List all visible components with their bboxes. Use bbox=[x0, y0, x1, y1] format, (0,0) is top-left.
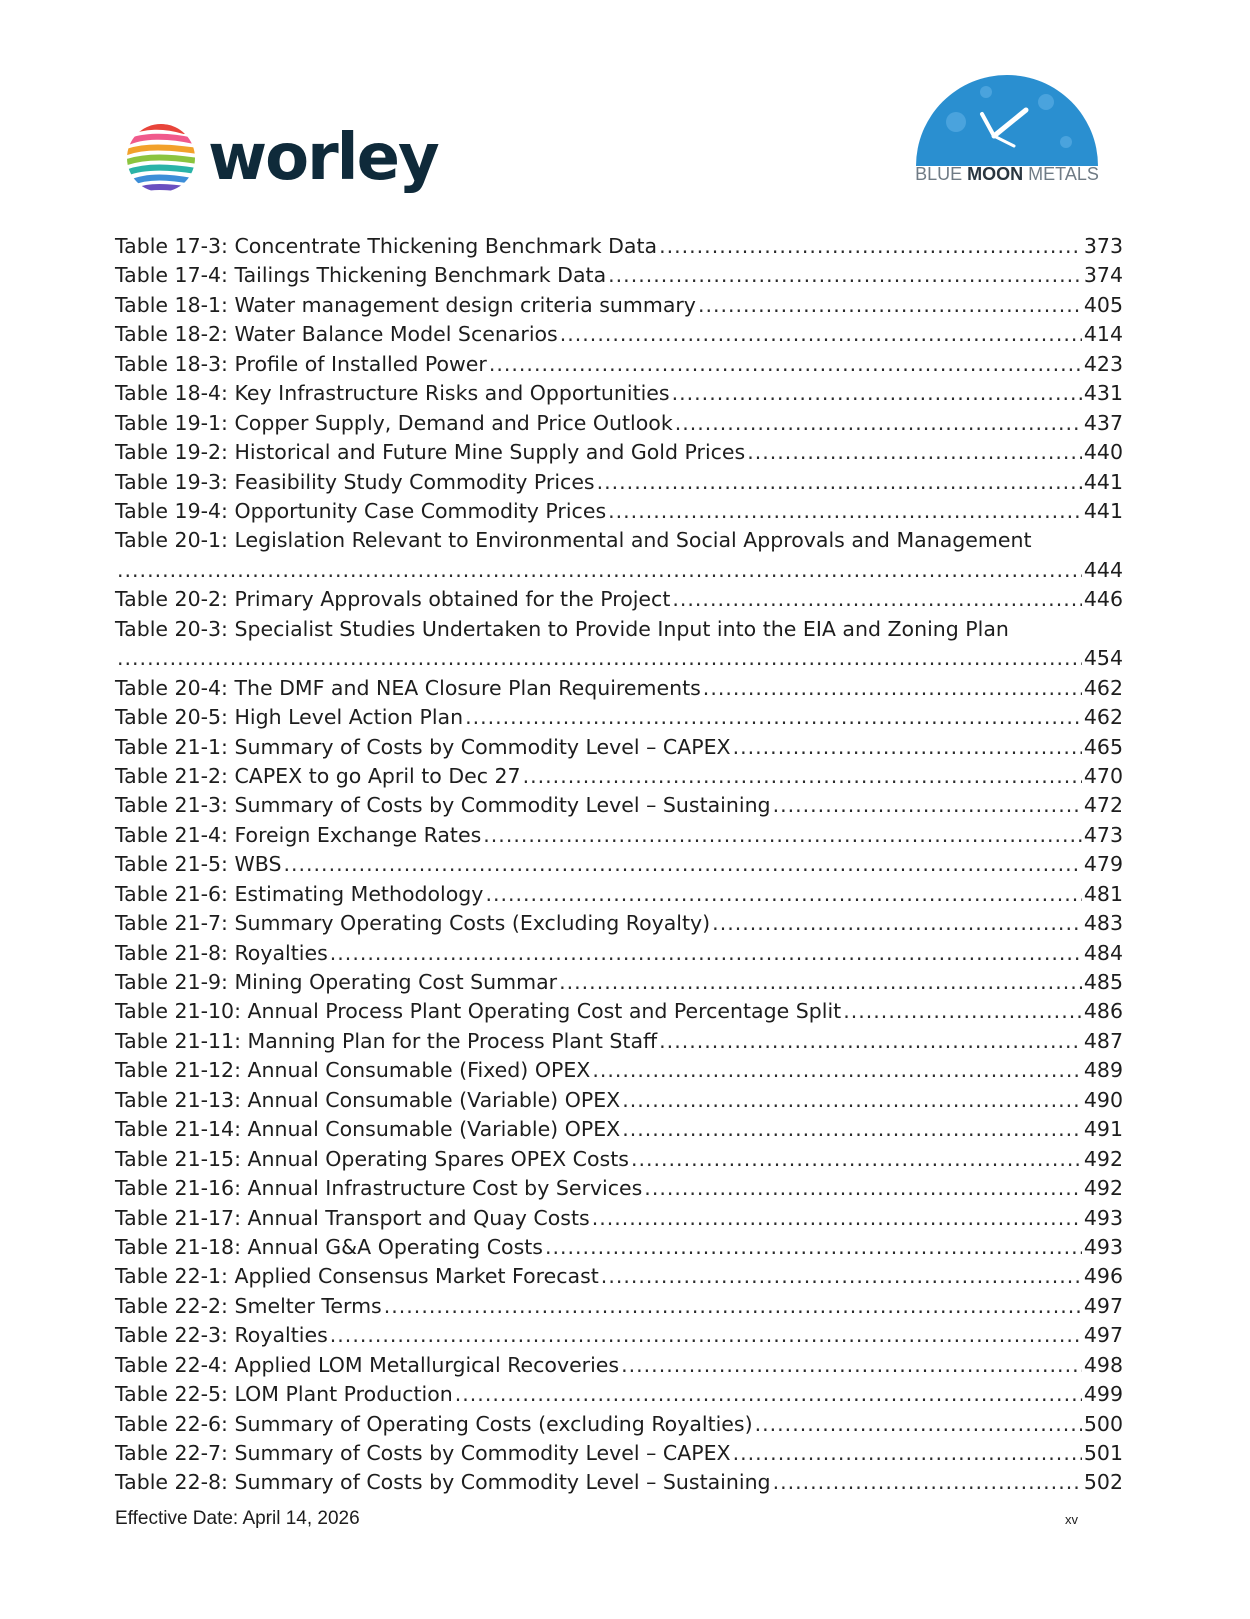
toc-entry-page: 423 bbox=[1083, 351, 1123, 376]
toc-entry-label: Table 21-15: Annual Operating Spares OPEX Costs bbox=[115, 1146, 629, 1171]
toc-entry-page: 486 bbox=[1083, 999, 1123, 1024]
toc-entry-page: 492 bbox=[1083, 1176, 1123, 1201]
toc-entry-label: Table 21-3: Summary of Costs by Commodity Level – Sustaining bbox=[115, 793, 771, 818]
toc-entry-page: 440 bbox=[1083, 440, 1123, 465]
toc-entry-page: 481 bbox=[1083, 881, 1123, 906]
toc-entry-label: Table 22-6: Summary of Operating Costs (excluding Royalties) bbox=[115, 1411, 753, 1436]
toc-entry-label: Table 21-10: Annual Process Plant Operating Cost and Percentage Split bbox=[115, 999, 842, 1024]
list-of-tables bbox=[115, 232, 1123, 1498]
toc-entry-page: 472 bbox=[1083, 793, 1123, 818]
toc-entry-page: 473 bbox=[1083, 822, 1123, 847]
toc-entry-page: 492 bbox=[1083, 1146, 1123, 1171]
toc-entry[interactable] bbox=[115, 674, 1123, 703]
toc-entry-page: 487 bbox=[1083, 1028, 1123, 1053]
toc-entry[interactable] bbox=[115, 232, 1123, 261]
toc-entry-leader-dots bbox=[672, 585, 1082, 614]
toc-entry[interactable] bbox=[115, 438, 1123, 467]
toc-entry-label: Table 21-14: Annual Consumable (Variable) OPEX bbox=[115, 1117, 621, 1142]
toc-entry-leader-dots bbox=[747, 438, 1082, 467]
toc-entry-page: 437 bbox=[1083, 410, 1123, 435]
toc-entry-leader-dots bbox=[755, 1410, 1082, 1439]
toc-entry-page: 446 bbox=[1083, 587, 1123, 612]
toc-entry[interactable] bbox=[115, 379, 1123, 408]
toc-entry-label: Table 22-2: Smelter Terms bbox=[115, 1293, 382, 1318]
toc-entry-leader-dots bbox=[608, 261, 1082, 290]
toc-entry-label: Table 21-17: Annual Transport and Quay Costs bbox=[115, 1205, 590, 1230]
toc-entry-page: 374 bbox=[1083, 263, 1123, 288]
toc-entry-label: Table 18-4: Key Infrastructure Risks and Opportunities bbox=[115, 381, 670, 406]
toc-entry-page: 484 bbox=[1083, 940, 1123, 965]
toc-entry-label: Table 21-11: Manning Plan for the Process Plant Staff bbox=[115, 1028, 658, 1053]
toc-entry[interactable] bbox=[115, 526, 1123, 585]
toc-entry-leader-dots bbox=[330, 939, 1082, 968]
toc-entry-leader-dots bbox=[384, 1292, 1082, 1321]
toc-entry-page: 491 bbox=[1083, 1117, 1123, 1142]
toc-entry-label: Table 22-5: LOM Plant Production bbox=[115, 1382, 453, 1407]
toc-entry-page: 441 bbox=[1083, 469, 1123, 494]
toc-entry-page: 485 bbox=[1083, 970, 1123, 994]
toc-entry[interactable] bbox=[115, 703, 1123, 732]
toc-entry-page: 373 bbox=[1083, 234, 1123, 258]
worley-wordmark: worley bbox=[208, 121, 438, 195]
toc-entry-leader-dots bbox=[733, 1439, 1082, 1468]
toc-entry-label: Table 17-3: Concentrate Thickening Benchmark Data bbox=[115, 234, 658, 258]
toc-entry-leader-dots bbox=[698, 291, 1082, 320]
toc-entry-label: Table 21-12: Annual Consumable (Fixed) OPEX bbox=[115, 1058, 591, 1083]
toc-entry-page: 497 bbox=[1083, 1323, 1123, 1348]
toc-entry-label: Table 19-1: Copper Supply, Demand and Price Outlook bbox=[115, 410, 673, 435]
toc-entry-leader-dots bbox=[644, 1174, 1082, 1203]
toc-entry-leader-dots bbox=[560, 320, 1082, 349]
toc-entry[interactable] bbox=[115, 468, 1123, 497]
toc-entry-leader-dots bbox=[117, 644, 1082, 673]
toc-entry-label: Table 19-2: Historical and Future Mine Supply and Gold Prices bbox=[115, 440, 746, 465]
toc-entry-page: 490 bbox=[1083, 1087, 1123, 1112]
toc-entry-label: Table 21-16: Annual Infrastructure Cost by Services bbox=[115, 1176, 643, 1201]
toc-entry-leader-dots bbox=[523, 762, 1082, 791]
toc-entry-label: Table 21-7: Summary Operating Costs (Excluding Royalty) bbox=[115, 911, 711, 936]
toc-entry-leader-dots bbox=[712, 909, 1082, 938]
toc-entry-leader-dots bbox=[117, 556, 1082, 585]
toc-entry-label: Table 19-4: Opportunity Case Commodity Prices bbox=[115, 498, 607, 523]
blue-moon-metals-logo bbox=[908, 62, 1106, 192]
toc-entry[interactable] bbox=[115, 880, 1123, 909]
toc-entry-leader-dots bbox=[283, 850, 1081, 879]
toc-entry-leader-dots bbox=[330, 1321, 1082, 1350]
toc-entry-leader-dots bbox=[592, 1056, 1082, 1085]
toc-entry[interactable] bbox=[115, 1145, 1123, 1174]
toc-entry[interactable] bbox=[115, 1086, 1123, 1115]
toc-entry-leader-dots bbox=[733, 733, 1082, 762]
toc-entry[interactable] bbox=[115, 261, 1123, 290]
toc-entry[interactable] bbox=[115, 409, 1123, 438]
toc-entry-page: 496 bbox=[1083, 1264, 1123, 1289]
toc-entry-label: Table 18-2: Water Balance Model Scenarios bbox=[115, 322, 558, 347]
toc-entry-page: 405 bbox=[1083, 292, 1123, 317]
toc-entry-leader-dots bbox=[455, 1380, 1082, 1409]
toc-entry-page: 431 bbox=[1083, 381, 1123, 406]
toc-entry[interactable] bbox=[115, 1292, 1123, 1321]
toc-entry-leader-dots bbox=[659, 1027, 1082, 1056]
toc-entry-leader-dots bbox=[545, 1233, 1082, 1262]
toc-entry-leader-dots bbox=[592, 1204, 1082, 1233]
toc-entry-leader-dots bbox=[773, 1468, 1082, 1497]
toc-entry[interactable] bbox=[115, 821, 1123, 850]
toc-entry-page: 462 bbox=[1083, 675, 1123, 700]
toc-entry-page: 441 bbox=[1083, 498, 1123, 523]
toc-entry-label: Table 22-3: Royalties bbox=[115, 1323, 328, 1348]
toc-entry-page: 444 bbox=[1083, 557, 1123, 582]
toc-entry-leader-dots bbox=[622, 1115, 1082, 1144]
toc-entry-leader-dots bbox=[773, 791, 1082, 820]
toc-entry[interactable] bbox=[115, 585, 1123, 614]
effective-date: Effective Date: April 14, 2026 bbox=[115, 1508, 360, 1529]
toc-entry-page: 493 bbox=[1083, 1234, 1123, 1259]
toc-entry[interactable] bbox=[115, 1056, 1123, 1085]
toc-entry-label: Table 21-4: Foreign Exchange Rates bbox=[115, 822, 482, 847]
toc-entry-label: Table 20-3: Specialist Studies Undertaken to Provide Input into the EIA and Zoning Plan bbox=[115, 616, 1009, 641]
toc-entry[interactable] bbox=[115, 1204, 1123, 1233]
toc-entry-page: 470 bbox=[1083, 763, 1123, 788]
toc-entry-leader-dots bbox=[559, 968, 1082, 997]
toc-entry[interactable] bbox=[115, 1468, 1123, 1497]
toc-entry-leader-dots bbox=[483, 821, 1082, 850]
page-number: xv bbox=[1065, 1512, 1078, 1527]
toc-entry[interactable] bbox=[115, 850, 1123, 879]
toc-entry-label: Table 19-3: Feasibility Study Commodity Prices bbox=[115, 469, 595, 494]
toc-entry[interactable] bbox=[115, 909, 1123, 938]
toc-entry[interactable] bbox=[115, 1174, 1123, 1203]
toc-entry[interactable] bbox=[115, 1027, 1123, 1056]
toc-entry-page: 479 bbox=[1083, 852, 1123, 877]
toc-entry-page: 501 bbox=[1083, 1441, 1123, 1465]
toc-entry-leader-dots bbox=[703, 674, 1082, 703]
toc-entry[interactable] bbox=[115, 1233, 1123, 1262]
toc-entry[interactable] bbox=[115, 497, 1123, 526]
toc-entry-label: Table 21-2: CAPEX to go April to Dec 27 bbox=[115, 763, 521, 788]
toc-entry[interactable] bbox=[115, 1115, 1123, 1144]
toc-entry-label: Table 22-4: Applied LOM Metallurgical Recoveries bbox=[115, 1352, 620, 1377]
toc-entry-leader-dots bbox=[675, 409, 1082, 438]
toc-entry-label: Table 20-5: High Level Action Plan bbox=[115, 705, 464, 730]
toc-entry-page: 502 bbox=[1083, 1470, 1123, 1495]
toc-entry-page: 483 bbox=[1083, 911, 1123, 936]
toc-entry-label: Table 21-5: WBS bbox=[115, 852, 282, 877]
toc-entry[interactable] bbox=[115, 615, 1123, 674]
toc-entry-label: Table 20-4: The DMF and NEA Closure Plan Requirements bbox=[115, 675, 701, 700]
toc-entry[interactable] bbox=[115, 1380, 1123, 1409]
toc-entry[interactable] bbox=[115, 1262, 1123, 1291]
toc-entry-leader-dots bbox=[465, 703, 1082, 732]
toc-entry[interactable] bbox=[115, 1351, 1123, 1380]
toc-entry-label: Table 20-2: Primary Approvals obtained for the Project bbox=[115, 587, 671, 612]
worley-swirl-icon bbox=[124, 121, 198, 195]
toc-entry-leader-dots bbox=[608, 497, 1082, 526]
toc-entry-leader-dots bbox=[601, 1262, 1082, 1291]
toc-entry-label: Table 21-13: Annual Consumable (Variable) OPEX bbox=[115, 1087, 621, 1112]
toc-entry-label: Table 21-6: Estimating Methodology bbox=[115, 881, 484, 906]
page-header bbox=[0, 0, 1250, 230]
toc-entry-leader-dots bbox=[621, 1351, 1082, 1380]
toc-entry-page: 500 bbox=[1083, 1411, 1123, 1436]
toc-entry-leader-dots bbox=[659, 232, 1082, 261]
toc-entry[interactable] bbox=[115, 968, 1123, 997]
toc-entry-label: Table 18-3: Profile of Installed Power bbox=[115, 351, 487, 376]
toc-entry-label: Table 21-18: Annual G&A Operating Costs bbox=[115, 1234, 543, 1259]
toc-entry-label: Table 21-9: Mining Operating Cost Summar bbox=[115, 970, 558, 994]
toc-entry[interactable] bbox=[115, 791, 1123, 820]
toc-entry-leader-dots bbox=[631, 1145, 1082, 1174]
toc-entry-page: 499 bbox=[1083, 1382, 1123, 1407]
blue-moon-metals-wordmark: BLUE MOON METALS bbox=[915, 164, 1099, 184]
toc-entry[interactable] bbox=[115, 1410, 1123, 1439]
toc-entry[interactable] bbox=[115, 997, 1123, 1026]
toc-entry[interactable] bbox=[115, 1439, 1123, 1468]
toc-entry-label: Table 22-8: Summary of Costs by Commodity Level – Sustaining bbox=[115, 1470, 771, 1495]
toc-entry[interactable] bbox=[115, 1321, 1123, 1350]
toc-entry-leader-dots bbox=[622, 1086, 1082, 1115]
toc-entry-label: Table 18-1: Water management design criteria summary bbox=[115, 292, 696, 317]
toc-entry-page: 454 bbox=[1083, 646, 1123, 671]
toc-entry-leader-dots bbox=[843, 997, 1082, 1026]
moon-clock-icon bbox=[916, 62, 1098, 166]
toc-entry-label: Table 22-1: Applied Consensus Market Forecast bbox=[115, 1264, 599, 1289]
worley-logo bbox=[124, 118, 438, 198]
toc-entry[interactable] bbox=[115, 320, 1123, 349]
toc-entry[interactable] bbox=[115, 733, 1123, 762]
toc-entry-leader-dots bbox=[489, 350, 1082, 379]
toc-entry-page: 462 bbox=[1083, 705, 1123, 730]
toc-entry-leader-dots bbox=[672, 379, 1082, 408]
toc-entry-leader-dots bbox=[485, 880, 1081, 909]
toc-entry-page: 497 bbox=[1083, 1293, 1123, 1318]
toc-entry-leader-dots bbox=[597, 468, 1082, 497]
toc-entry-label: Table 20-1: Legislation Relevant to Environmental and Social Approvals and Management bbox=[115, 528, 1032, 553]
toc-entry-page: 465 bbox=[1083, 734, 1123, 759]
toc-entry-label: Table 22-7: Summary of Costs by Commodity Level – CAPEX bbox=[115, 1441, 731, 1465]
toc-entry[interactable] bbox=[115, 350, 1123, 379]
toc-entry-page: 489 bbox=[1083, 1058, 1123, 1083]
toc-entry-label: Table 17-4: Tailings Thickening Benchmark Data bbox=[115, 263, 607, 288]
toc-entry-page: 414 bbox=[1083, 322, 1123, 347]
toc-entry-label: Table 21-8: Royalties bbox=[115, 940, 328, 965]
toc-entry-page: 498 bbox=[1083, 1352, 1123, 1377]
toc-entry[interactable] bbox=[115, 939, 1123, 968]
toc-entry[interactable] bbox=[115, 762, 1123, 791]
toc-entry[interactable] bbox=[115, 291, 1123, 320]
toc-entry-page: 493 bbox=[1083, 1205, 1123, 1230]
page-footer bbox=[115, 1508, 1115, 1538]
toc-entry-label: Table 21-1: Summary of Costs by Commodity Level – CAPEX bbox=[115, 734, 731, 759]
